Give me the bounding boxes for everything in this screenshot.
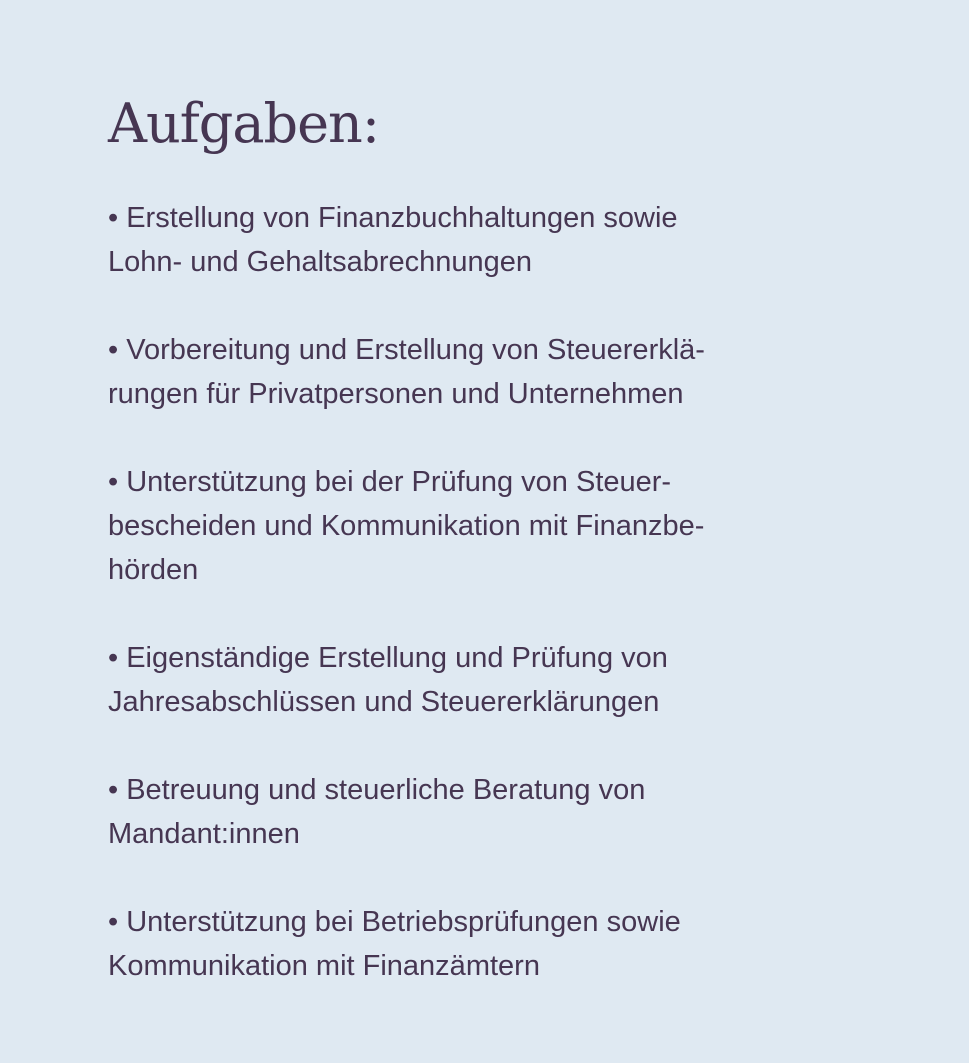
list-item: • Unterstützung bei Betriebsprüfungen sowie Kommunikation mit Finanzämtern [108, 906, 681, 982]
tasks-card [108, 92, 848, 988]
task-list [108, 196, 848, 988]
page-title: Aufgaben: [108, 92, 380, 155]
list-item: • Eigenständige Erstellung und Prüfung von Jahresabschlüssen und Steuererklärungen [108, 642, 668, 718]
list-item: • Unterstützung bei der Prüfung von Steuer- bescheiden und Kommunikation mit Finanzbe- hörden [108, 466, 705, 586]
list-item: • Vorbereitung und Erstellung von Steuererklä- rungen für Privatpersonen und Unternehmen [108, 334, 705, 410]
list-item: • Betreuung und steuerliche Beratung von Mandant:innen [108, 774, 646, 850]
list-item: • Erstellung von Finanzbuchhaltungen sowie Lohn- und Gehaltsabrechnungen [108, 202, 678, 278]
